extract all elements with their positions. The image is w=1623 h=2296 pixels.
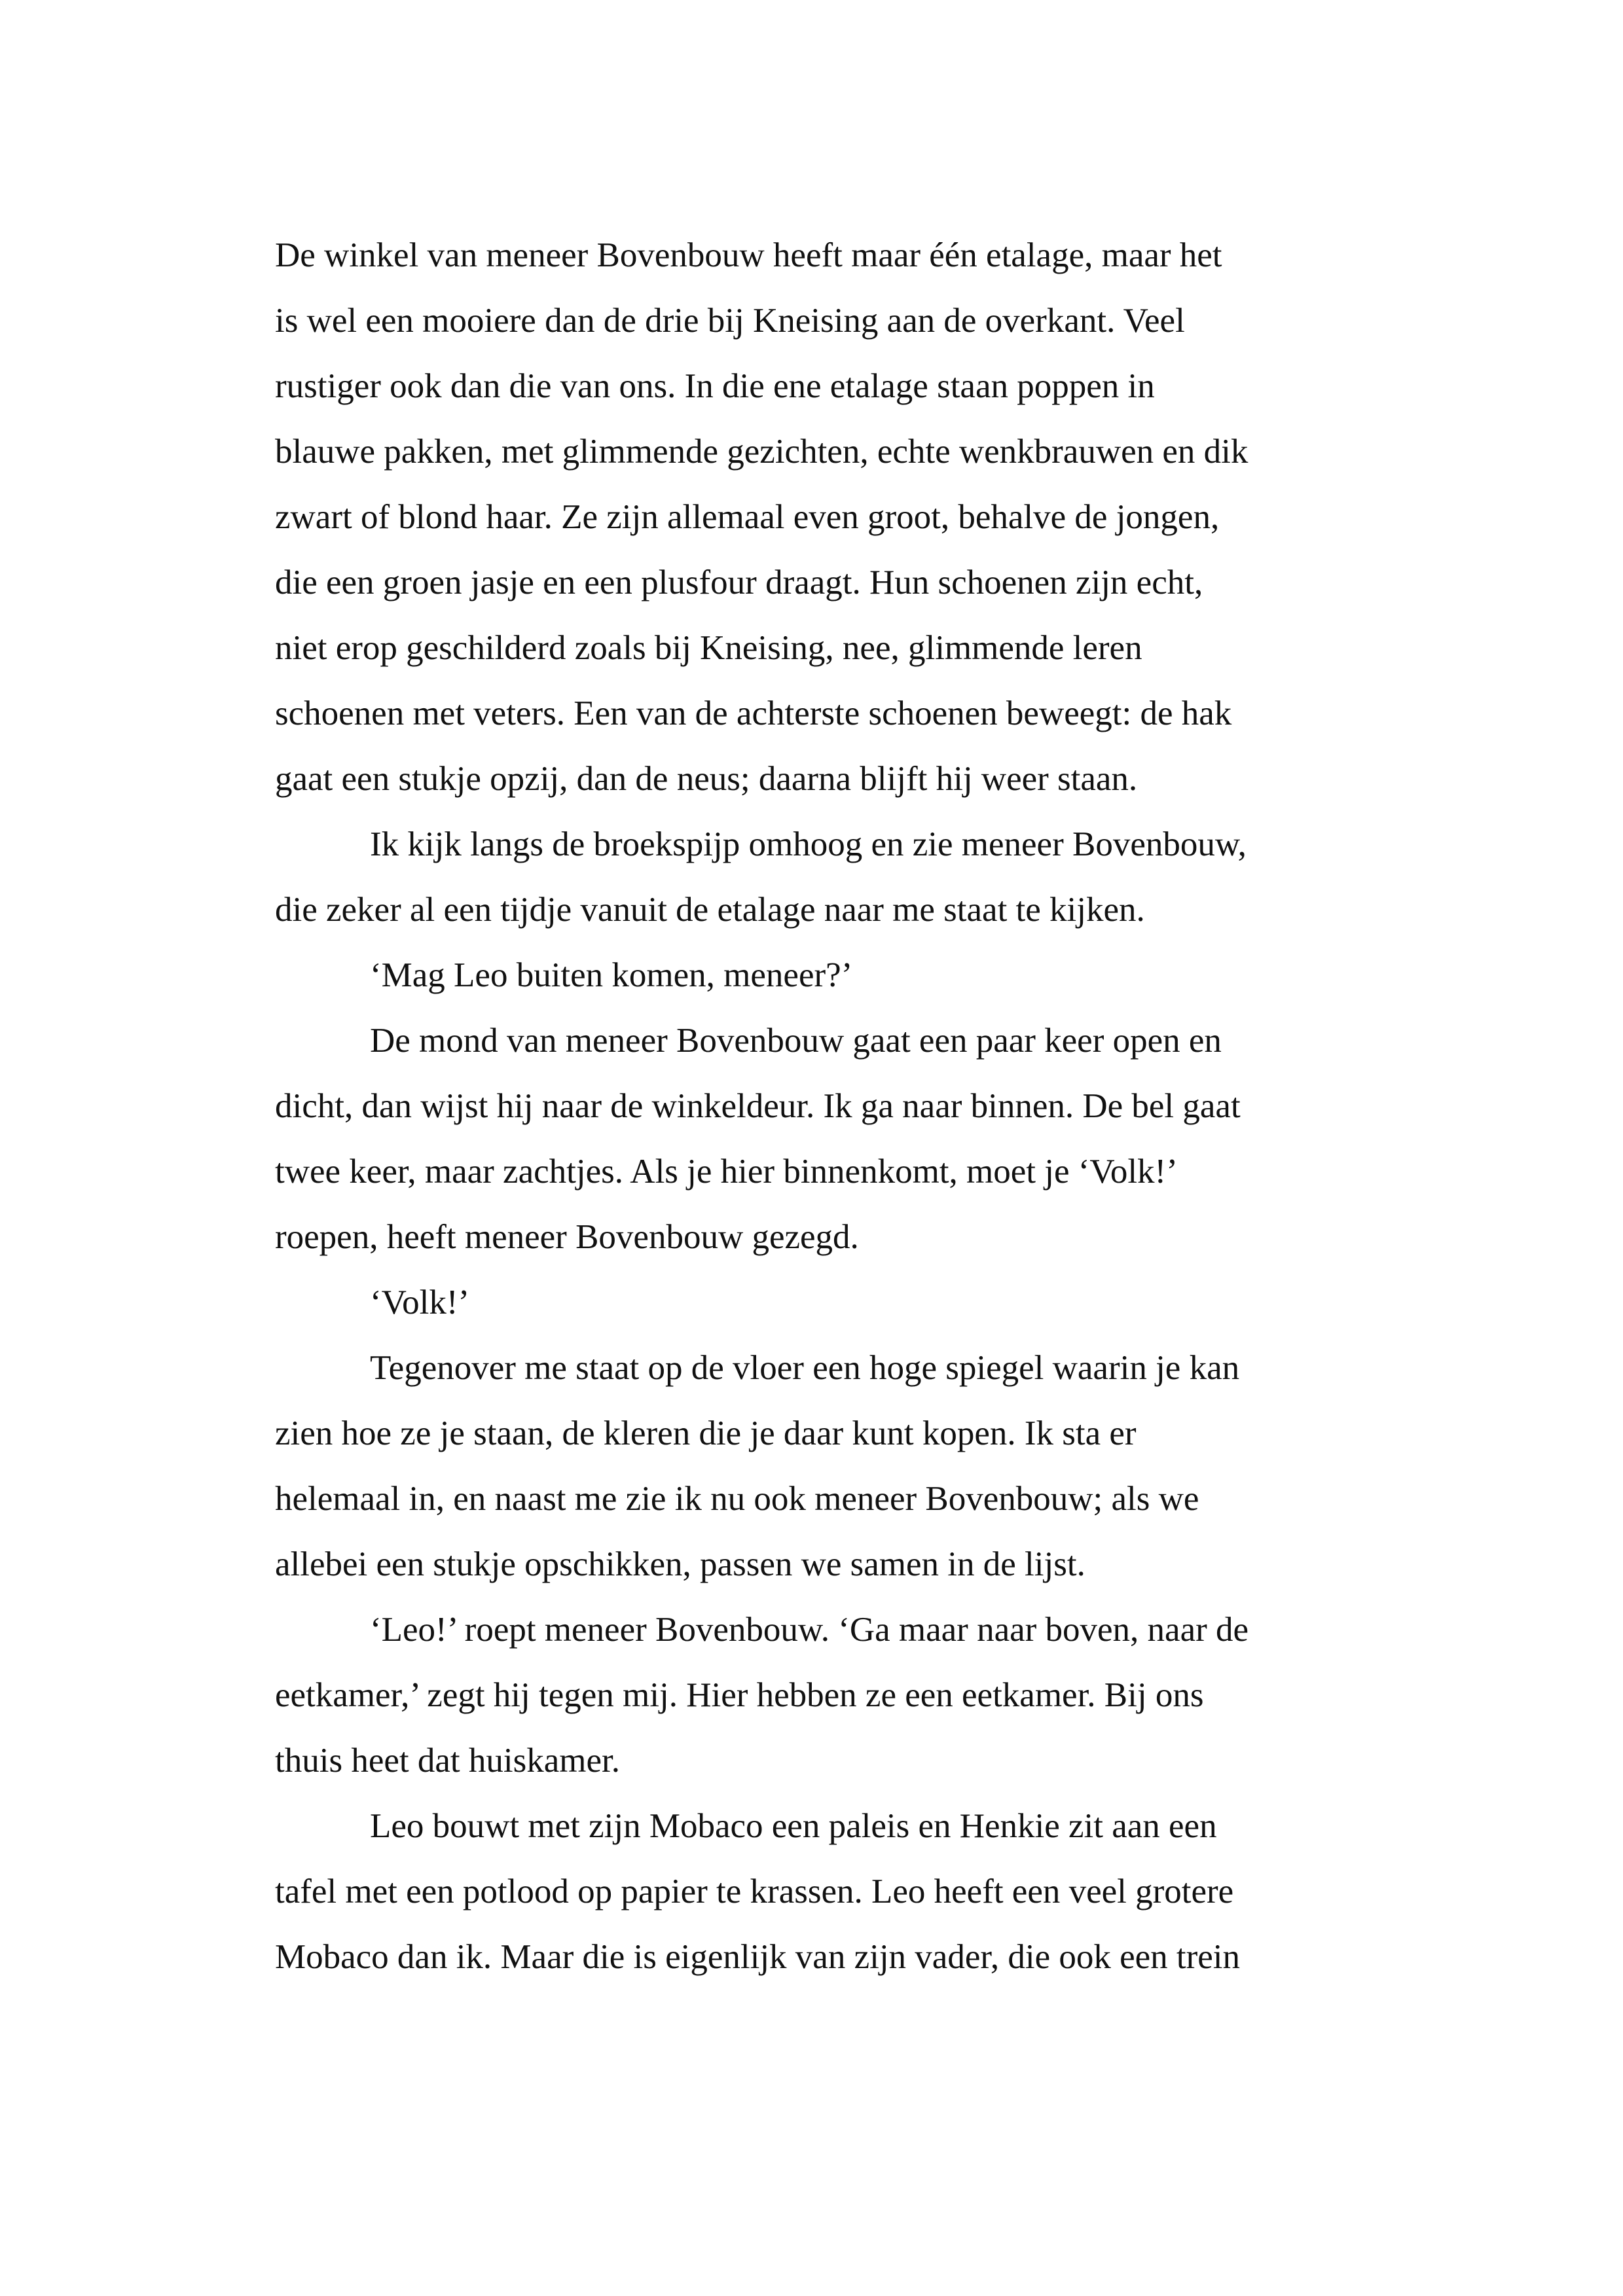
text-line: die zeker al een tijdje vanuit de etalage naar me staat te kijken. xyxy=(275,891,1145,929)
text-line: eetkamer,’ zegt hij tegen mij. Hier hebben ze een eetkamer. Bij ons xyxy=(275,1676,1204,1714)
text-line: blauwe pakken, met glimmende gezichten, echte wenkbrauwen en dik xyxy=(275,433,1249,471)
text-line: ‘Leo!’ roept meneer Bovenbouw. ‘Ga maar naar boven, naar de xyxy=(370,1611,1249,1649)
text-line: tafel met een potlood op papier te krassen. Leo heeft een veel grotere xyxy=(275,1873,1234,1910)
text-line: Leo bouwt met zijn Mobaco een paleis en Henkie zit aan een xyxy=(370,1807,1217,1845)
text-line: niet erop geschilderd zoals bij Kneising, nee, glimmende leren xyxy=(275,629,1142,667)
text-line: Tegenover me staat op de vloer een hoge spiegel waarin je kan xyxy=(370,1349,1240,1387)
text-line: helemaal in, en naast me zie ik nu ook meneer Bovenbouw; als we xyxy=(275,1480,1199,1518)
text-line: Mobaco dan ik. Maar die is eigenlijk van zijn vader, die ook een trein xyxy=(275,1938,1241,1976)
text-line: zwart of blond haar. Ze zijn allemaal even groot, behalve de jongen, xyxy=(275,498,1220,536)
text-line: die een groen jasje en een plusfour draagt. Hun schoenen zijn echt, xyxy=(275,564,1203,601)
text-line: twee keer, maar zachtjes. Als je hier binnenkomt, moet je ‘Volk!’ xyxy=(275,1153,1178,1191)
text-line: schoenen met veters. Een van de achterste schoenen beweegt: de hak xyxy=(275,694,1232,732)
body-text xyxy=(275,223,1375,1990)
text-line: zien hoe ze je staan, de kleren die je daar kunt kopen. Ik sta er xyxy=(275,1414,1137,1452)
text-line: allebei een stukje opschikken, passen we samen in de lijst. xyxy=(275,1545,1085,1583)
text-line: dicht, dan wijst hij naar de winkeldeur. Ik ga naar binnen. De bel gaat xyxy=(275,1087,1241,1125)
text-line: Ik kijk langs de broekspijp omhoog en zie meneer Bovenbouw, xyxy=(370,825,1247,863)
text-line: ‘Volk!’ xyxy=(370,1283,470,1321)
text-line: De mond van meneer Bovenbouw gaat een paar keer open en xyxy=(370,1022,1222,1060)
text-line: thuis heet dat huiskamer. xyxy=(275,1742,620,1780)
text-line: ‘Mag Leo buiten komen, meneer?’ xyxy=(370,956,853,994)
text-line: rustiger ook dan die van ons. In die ene etalage staan poppen in xyxy=(275,367,1155,405)
text-line: is wel een mooiere dan de drie bij Kneising aan de overkant. Veel xyxy=(275,302,1185,340)
text-line: gaat een stukje opzij, dan de neus; daarna blijft hij weer staan. xyxy=(275,760,1138,798)
text-line: De winkel van meneer Bovenbouw heeft maar één etalage, maar het xyxy=(275,236,1222,274)
text-line: roepen, heeft meneer Bovenbouw gezegd. xyxy=(275,1218,859,1256)
